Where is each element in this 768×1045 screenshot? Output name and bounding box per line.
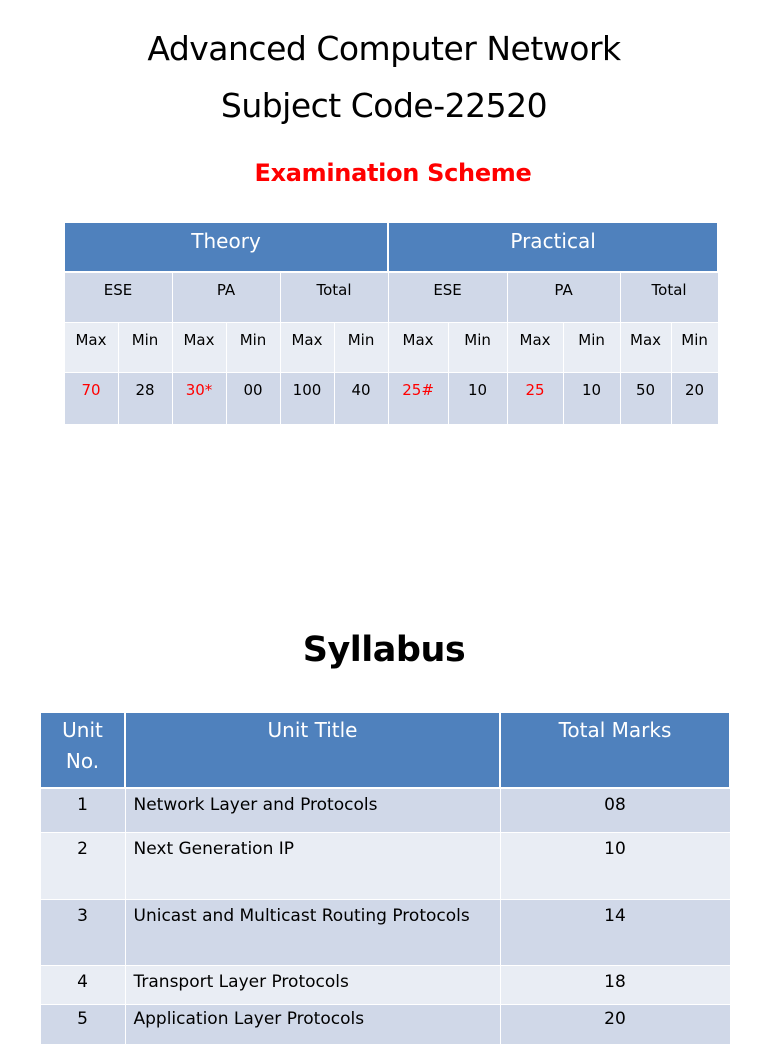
examination-scheme-heading: Examination Scheme: [254, 159, 532, 187]
theory-pa-header: PA: [172, 272, 280, 322]
maxmin-label: Max: [280, 322, 334, 372]
maxmin-label: Min: [563, 322, 620, 372]
maxmin-label: Min: [118, 322, 172, 372]
practical-ese-max-value: 25#: [388, 372, 448, 424]
table-row: [40, 832, 730, 899]
exam-maxmin-row: [64, 322, 718, 372]
maxmin-label: Max: [172, 322, 226, 372]
table-row: [40, 1004, 730, 1044]
practical-pa-min-value: 10: [563, 372, 620, 424]
practical-total-header: Total: [620, 272, 718, 322]
practical-header: Practical: [388, 222, 718, 272]
unit-title: Next Generation IP: [125, 832, 500, 899]
theory-ese-min-value: 28: [118, 372, 172, 424]
unit-no-header-line-2: No.: [65, 749, 100, 773]
total-marks-column-header: Total Marks: [500, 712, 730, 788]
unit-marks: 18: [500, 965, 730, 1004]
unit-marks: 14: [500, 899, 730, 965]
table-row: [40, 899, 730, 965]
syllabus-header-row: [40, 712, 730, 788]
maxmin-label: Max: [507, 322, 563, 372]
practical-total-max-value: 50: [620, 372, 671, 424]
title-line-1: Advanced Computer Network: [147, 29, 621, 68]
unit-title-column-header: Unit Title: [125, 712, 500, 788]
maxmin-label: Min: [226, 322, 280, 372]
unit-title: Transport Layer Protocols: [125, 965, 500, 1004]
maxmin-label: Max: [620, 322, 671, 372]
practical-pa-header: PA: [507, 272, 620, 322]
unit-title: Application Layer Protocols: [125, 1004, 500, 1044]
exam-group-row: [64, 222, 718, 272]
practical-total-min-value: 20: [671, 372, 718, 424]
unit-title: Network Layer and Protocols: [125, 788, 500, 832]
maxmin-label: Max: [388, 322, 448, 372]
theory-ese-header: ESE: [64, 272, 172, 322]
syllabus-table: [39, 711, 731, 1045]
practical-ese-header: ESE: [388, 272, 507, 322]
unit-number: 2: [40, 832, 125, 899]
exam-values-row: [64, 372, 718, 424]
unit-number: 5: [40, 1004, 125, 1044]
practical-pa-max-value: 25: [507, 372, 563, 424]
maxmin-label: Min: [448, 322, 507, 372]
maxmin-label: Max: [64, 322, 118, 372]
unit-marks: 10: [500, 832, 730, 899]
theory-total-min-value: 40: [334, 372, 388, 424]
practical-ese-min-value: 10: [448, 372, 507, 424]
table-row: [40, 788, 730, 832]
theory-ese-max-value: 70: [64, 372, 118, 424]
theory-pa-max-value: 30*: [172, 372, 226, 424]
table-row: [40, 965, 730, 1004]
unit-marks: 20: [500, 1004, 730, 1044]
theory-header: Theory: [64, 222, 388, 272]
unit-number: 4: [40, 965, 125, 1004]
syllabus-heading: Syllabus: [302, 630, 466, 670]
theory-pa-min-value: 00: [226, 372, 280, 424]
unit-no-header-line-1: Unit: [62, 718, 103, 742]
theory-total-max-value: 100: [280, 372, 334, 424]
unit-number: 3: [40, 899, 125, 965]
theory-total-header: Total: [280, 272, 388, 322]
unit-marks: 08: [500, 788, 730, 832]
unit-no-column-header: [40, 712, 125, 788]
title-line-2: Subject Code-22520: [220, 86, 548, 125]
maxmin-label: Min: [334, 322, 388, 372]
exam-subgroup-row: [64, 272, 718, 322]
unit-number: 1: [40, 788, 125, 832]
unit-title: Unicast and Multicast Routing Protocols: [125, 899, 500, 965]
examination-scheme-table: [63, 221, 719, 425]
maxmin-label: Min: [671, 322, 718, 372]
document-title: [0, 20, 768, 134]
